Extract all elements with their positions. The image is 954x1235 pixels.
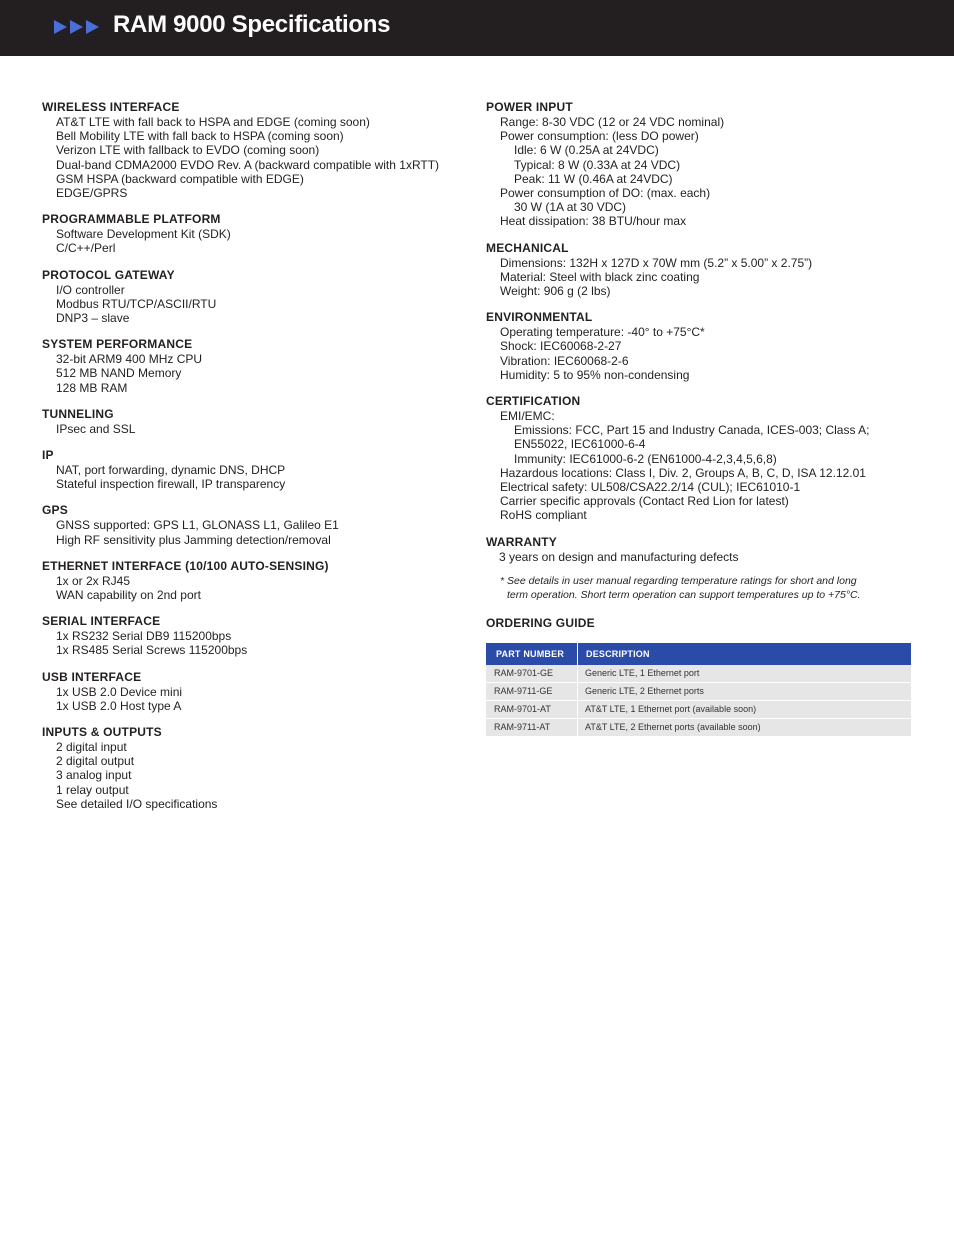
spec-line: Immunity: IEC61000-6-2 (EN61000-4-2,3,4,5,6,8) (514, 451, 777, 466)
spec-line: EN55022, IEC61000-6-4 (514, 437, 646, 452)
section-title: PROGRAMMABLE PLATFORM (42, 212, 221, 227)
arrow-icon (86, 20, 99, 34)
part-number-cell: RAM-9711-AT (486, 719, 578, 737)
spec-line: AT&T LTE with fall back to HSPA and EDGE (coming soon) (56, 115, 370, 129)
spec-line: Idle: 6 W (0.25A at 24VDC) (514, 143, 659, 158)
footnote-line: * See details in user manual regarding temperature ratings for short and long (500, 574, 857, 587)
section-tunneling (42, 407, 462, 436)
section-title: SYSTEM PERFORMANCE (42, 337, 193, 352)
section-title: GPS (42, 503, 68, 518)
spec-line: See detailed I/O specifications (56, 796, 218, 811)
footnote-line: term operation. Short term operation can support temperatures up to +75°C. (507, 588, 861, 601)
spec-line: Typical: 8 W (0.33A at 24 VDC) (514, 157, 681, 172)
temperature-footnote (486, 574, 916, 602)
spec-line: Stateful inspection firewall, IP transparency (56, 477, 286, 492)
spec-line: I/O controller (56, 282, 125, 297)
section-title: PROTOCOL GATEWAY (42, 267, 175, 282)
spec-line: Material: Steel with black zinc coating (500, 269, 700, 284)
column-header: PART NUMBER (486, 643, 578, 665)
spec-line: 1x RS485 Serial Screws 115200bps (56, 643, 248, 658)
spec-line: 1x USB 2.0 Device mini (56, 684, 183, 699)
section-inputs-outputs (42, 725, 462, 811)
spec-line: EDGE/GPRS (56, 186, 128, 201)
section-gps (42, 503, 462, 546)
spec-line: Carrier specific approvals (Contact Red Lion for latest) (500, 494, 789, 509)
spec-line: Hazardous locations: Class I, Div. 2, Groups A, B, C, D, ISA 12.12.01 (500, 465, 866, 480)
section-title: TUNNELING (42, 406, 114, 421)
spec-line: Dual-band CDMA2000 EVDO Rev. A (backward compatible with 1xRTT) (56, 157, 440, 172)
spec-line: Shock: IEC60068-2-27 (500, 339, 622, 354)
section-certification (486, 394, 916, 523)
spec-line: DNP3 – slave (56, 311, 130, 326)
spec-line: 1x USB 2.0 Host type A (56, 698, 182, 713)
section-wireless-interface (42, 100, 462, 200)
section-warranty (486, 535, 916, 564)
spec-line: RoHS compliant (500, 508, 587, 523)
section-title: WIRELESS INTERFACE (42, 100, 180, 114)
spec-line: 512 MB NAND Memory (56, 366, 182, 381)
spec-line: NAT, port forwarding, dynamic DNS, DHCP (56, 463, 286, 478)
section-title: INPUTS & OUTPUTS (42, 725, 162, 740)
section-mechanical (486, 241, 916, 299)
section-serial-interface (42, 614, 462, 657)
spec-line: Power consumption: (less DO power) (500, 129, 699, 144)
spec-line: Emissions: FCC, Part 15 and Industry Canada, ICES-003; Class A; (514, 423, 870, 438)
part-number-cell: RAM-9701-AT (486, 701, 578, 719)
ordering-table (486, 643, 911, 737)
arrow-icon (70, 20, 83, 34)
description-cell: Generic LTE, 2 Ethernet ports (578, 683, 911, 701)
page-title: RAM 9000 Specifications (113, 11, 391, 38)
section-usb-interface (42, 670, 462, 713)
section-power-input (486, 100, 916, 229)
spec-line: 32-bit ARM9 400 MHz CPU (56, 352, 203, 367)
page-header (0, 0, 954, 56)
section-protocol-gateway (42, 268, 462, 326)
column-header: DESCRIPTION (578, 643, 911, 665)
spec-line: 1x or 2x RJ45 (56, 573, 131, 588)
spec-line: Peak: 11 W (0.46A at 24VDC) (514, 171, 673, 186)
part-number-cell: RAM-9711-GE (486, 683, 578, 701)
arrows-icon (54, 20, 101, 34)
spec-line: Range: 8-30 VDC (12 or 24 VDC nominal) (500, 115, 725, 129)
table-row (486, 701, 911, 719)
spec-line: 30 W (1A at 30 VDC) (514, 200, 627, 215)
spec-line: Operating temperature: -40° to +75°C* (500, 325, 705, 340)
spec-line: Software Development Kit (SDK) (56, 227, 231, 242)
section-ordering-guide (486, 616, 916, 737)
spec-line: GNSS supported: GPS L1, GLONASS L1, Galileo E1 (56, 518, 339, 533)
description-cell: AT&T LTE, 2 Ethernet ports (available soon) (578, 719, 911, 737)
spec-line: Humidity: 5 to 95% non-condensing (500, 367, 690, 382)
spec-line: 2 digital input (56, 740, 127, 755)
spec-line: Modbus RTU/TCP/ASCII/RTU (56, 296, 217, 311)
section-programmable-platform (42, 212, 462, 255)
spec-line: Bell Mobility LTE with fall back to HSPA (coming soon) (56, 129, 344, 144)
section-environmental (486, 310, 916, 382)
section-title: USB INTERFACE (42, 669, 142, 684)
spec-line: IPsec and SSL (56, 421, 136, 436)
spec-line: WAN capability on 2nd port (56, 588, 201, 603)
section-system-performance (42, 337, 462, 395)
section-title: ORDERING GUIDE (486, 615, 595, 630)
section-title: IP (42, 448, 54, 463)
spec-line: 3 years on design and manufacturing defects (499, 549, 739, 564)
table-row (486, 665, 911, 683)
spec-line: 128 MB RAM (56, 380, 128, 395)
part-number-cell: RAM-9701-GE (486, 665, 578, 683)
description-cell: AT&T LTE, 1 Ethernet port (available soon) (578, 701, 911, 719)
description-cell: Generic LTE, 1 Ethernet port (578, 665, 911, 683)
section-title: SERIAL INTERFACE (42, 614, 161, 629)
table-row (486, 719, 911, 737)
spec-line: EMI/EMC: (500, 409, 555, 424)
section-title: POWER INPUT (486, 100, 573, 114)
table-header-row (486, 643, 911, 665)
spec-line: 1x RS232 Serial DB9 115200bps (56, 629, 232, 644)
spec-line: 2 digital output (56, 754, 135, 769)
spec-line: C/C++/Perl (56, 241, 116, 256)
arrow-icon (54, 20, 67, 34)
spec-line: 1 relay output (56, 782, 129, 797)
spec-line: High RF sensitivity plus Jamming detection/removal (56, 532, 331, 547)
section-title: MECHANICAL (486, 240, 569, 255)
spec-line: Electrical safety: UL508/CSA22.2/14 (CUL); IEC61010-1 (500, 480, 801, 495)
left-column (42, 100, 462, 823)
table-row (486, 683, 911, 701)
spec-line: Power consumption of DO: (max. each) (500, 186, 711, 201)
section-title: WARRANTY (486, 534, 557, 549)
section-ethernet-interface (42, 559, 462, 602)
spec-line: GSM HSPA (backward compatible with EDGE) (56, 171, 304, 186)
spec-line: Dimensions: 132H x 127D x 70W mm (5.2” x 5.00” x 2.75”) (500, 255, 813, 270)
section-ip (42, 448, 462, 491)
spec-line: Weight: 906 g (2 lbs) (500, 284, 611, 299)
section-title: CERTIFICATION (486, 394, 581, 409)
spec-line: Heat dissipation: 38 BTU/hour max (500, 214, 687, 229)
spec-line: Vibration: IEC60068-2-6 (500, 353, 629, 368)
spec-line: Verizon LTE with fallback to EVDO (coming soon) (56, 143, 320, 158)
section-title: ENVIRONMENTAL (486, 310, 593, 325)
spec-line: 3 analog input (56, 768, 132, 783)
right-column (486, 100, 916, 749)
section-title: ETHERNET INTERFACE (10/100 AUTO-SENSING) (42, 558, 329, 573)
